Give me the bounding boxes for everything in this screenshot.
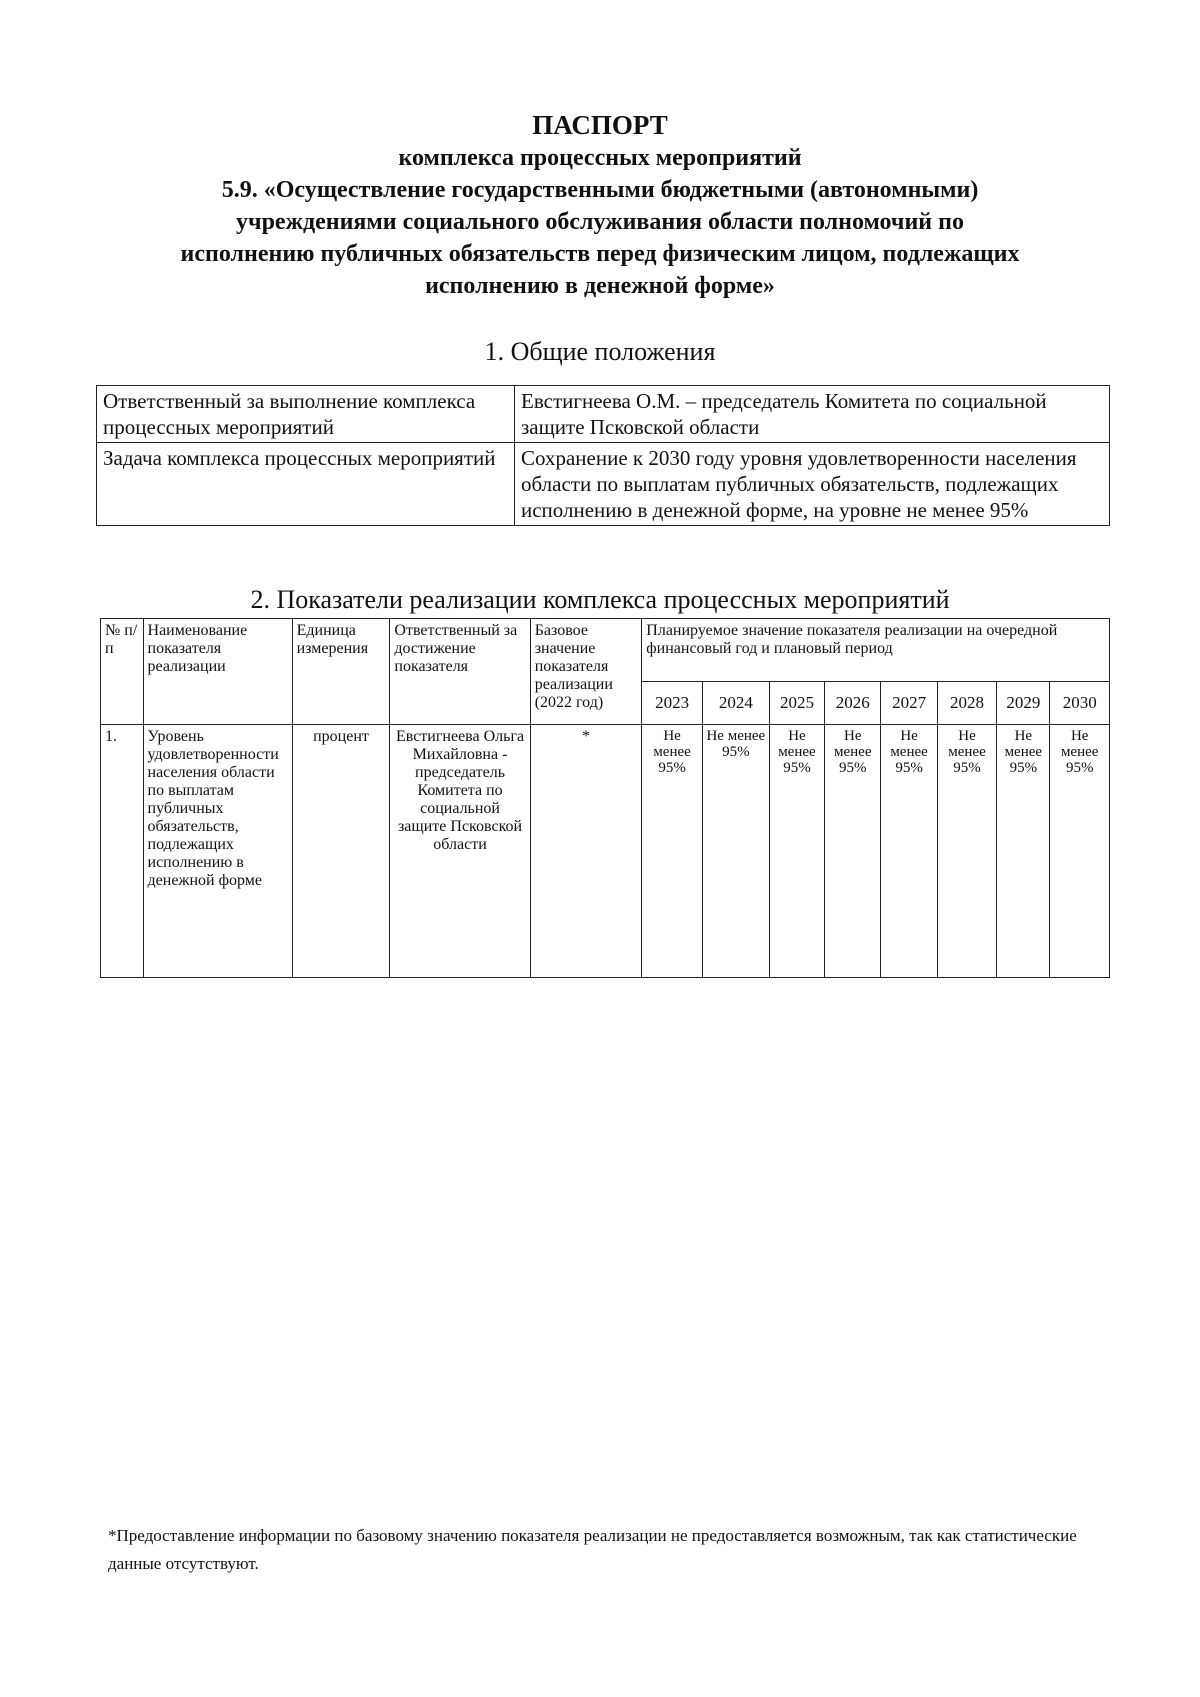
row-value-2030: Не менее 95% <box>1050 725 1110 978</box>
header-base: Базовое значение показателя реализации (2022 год) <box>530 619 642 725</box>
task-label: Задача комплекса процессных мероприятий <box>97 443 515 526</box>
header-unit: Единица измерения <box>292 619 390 725</box>
title-line-2: 5.9. «Осуществление государственными бюджетными (автономными) <box>221 177 979 203</box>
responsible-label: Ответственный за выполнение комплекса процессных мероприятий <box>97 386 515 443</box>
title-line-4: исполнению публичных обязательств перед физическим лицом, подлежащих <box>180 241 1020 267</box>
footnote: *Предоставление информации по базовому значению показателя реализации не предоставляется возможным, так как статистические данные отсутствуют. <box>108 1526 1077 1573</box>
row-value-2025: Не менее 95% <box>769 725 824 978</box>
general-provisions-table <box>96 385 1110 526</box>
header-year: 2027 <box>881 682 937 725</box>
header-year: 2023 <box>642 682 703 725</box>
row-unit: процент <box>292 725 390 978</box>
row-value-2024: Не менее 95% <box>702 725 769 978</box>
header-year: 2026 <box>825 682 881 725</box>
document-title <box>90 108 1110 302</box>
row-num: 1. <box>101 725 144 978</box>
header-name: Наименование показателя реализации <box>143 619 292 725</box>
table-row <box>101 725 1110 978</box>
row-base: * <box>530 725 642 978</box>
title-main: ПАСПОРТ <box>532 110 668 140</box>
header-planned: Планируемое значение показателя реализации на очередной финансовый год и плановый период <box>642 619 1110 682</box>
header-year: 2024 <box>702 682 769 725</box>
section1-heading: 1. Общие положения <box>484 337 716 366</box>
row-value-2026: Не менее 95% <box>825 725 881 978</box>
header-year: 2030 <box>1050 682 1110 725</box>
table-header-row <box>101 619 1110 682</box>
header-year: 2029 <box>997 682 1050 725</box>
table-row <box>97 443 1110 526</box>
header-year: 2025 <box>769 682 824 725</box>
table-row <box>97 386 1110 443</box>
header-year: 2028 <box>937 682 997 725</box>
header-responsible: Ответственный за достижение показателя <box>390 619 530 725</box>
header-num: № п/п <box>101 619 144 725</box>
title-line-5: исполнению в денежной форме» <box>425 273 775 299</box>
row-value-2029: Не менее 95% <box>997 725 1050 978</box>
indicators-table <box>100 618 1110 978</box>
task-value: Сохранение к 2030 году уровня удовлетворенности населения области по выплатам публичных обязательств, подлежащих исполнению в денежной форме, на уровне не менее 95% <box>515 443 1110 526</box>
row-responsible: Евстигнеева Ольга Михайловна - председатель Комитета по социальной защите Псковской области <box>390 725 530 978</box>
responsible-value: Евстигнеева О.М. – председатель Комитета по социальной защите Псковской области <box>515 386 1110 443</box>
row-value-2023: Не менее 95% <box>642 725 703 978</box>
row-value-2027: Не менее 95% <box>881 725 937 978</box>
row-value-2028: Не менее 95% <box>937 725 997 978</box>
row-name: Уровень удовлетворенности населения области по выплатам публичных обязательств, подлежащих исполнению в денежной форме <box>143 725 292 978</box>
title-line-3: учреждениями социального обслуживания области полномочий по <box>236 209 964 235</box>
section2-heading: 2. Показатели реализации комплекса процессных мероприятий <box>250 585 950 614</box>
title-line-1: комплекса процессных мероприятий <box>398 145 802 171</box>
